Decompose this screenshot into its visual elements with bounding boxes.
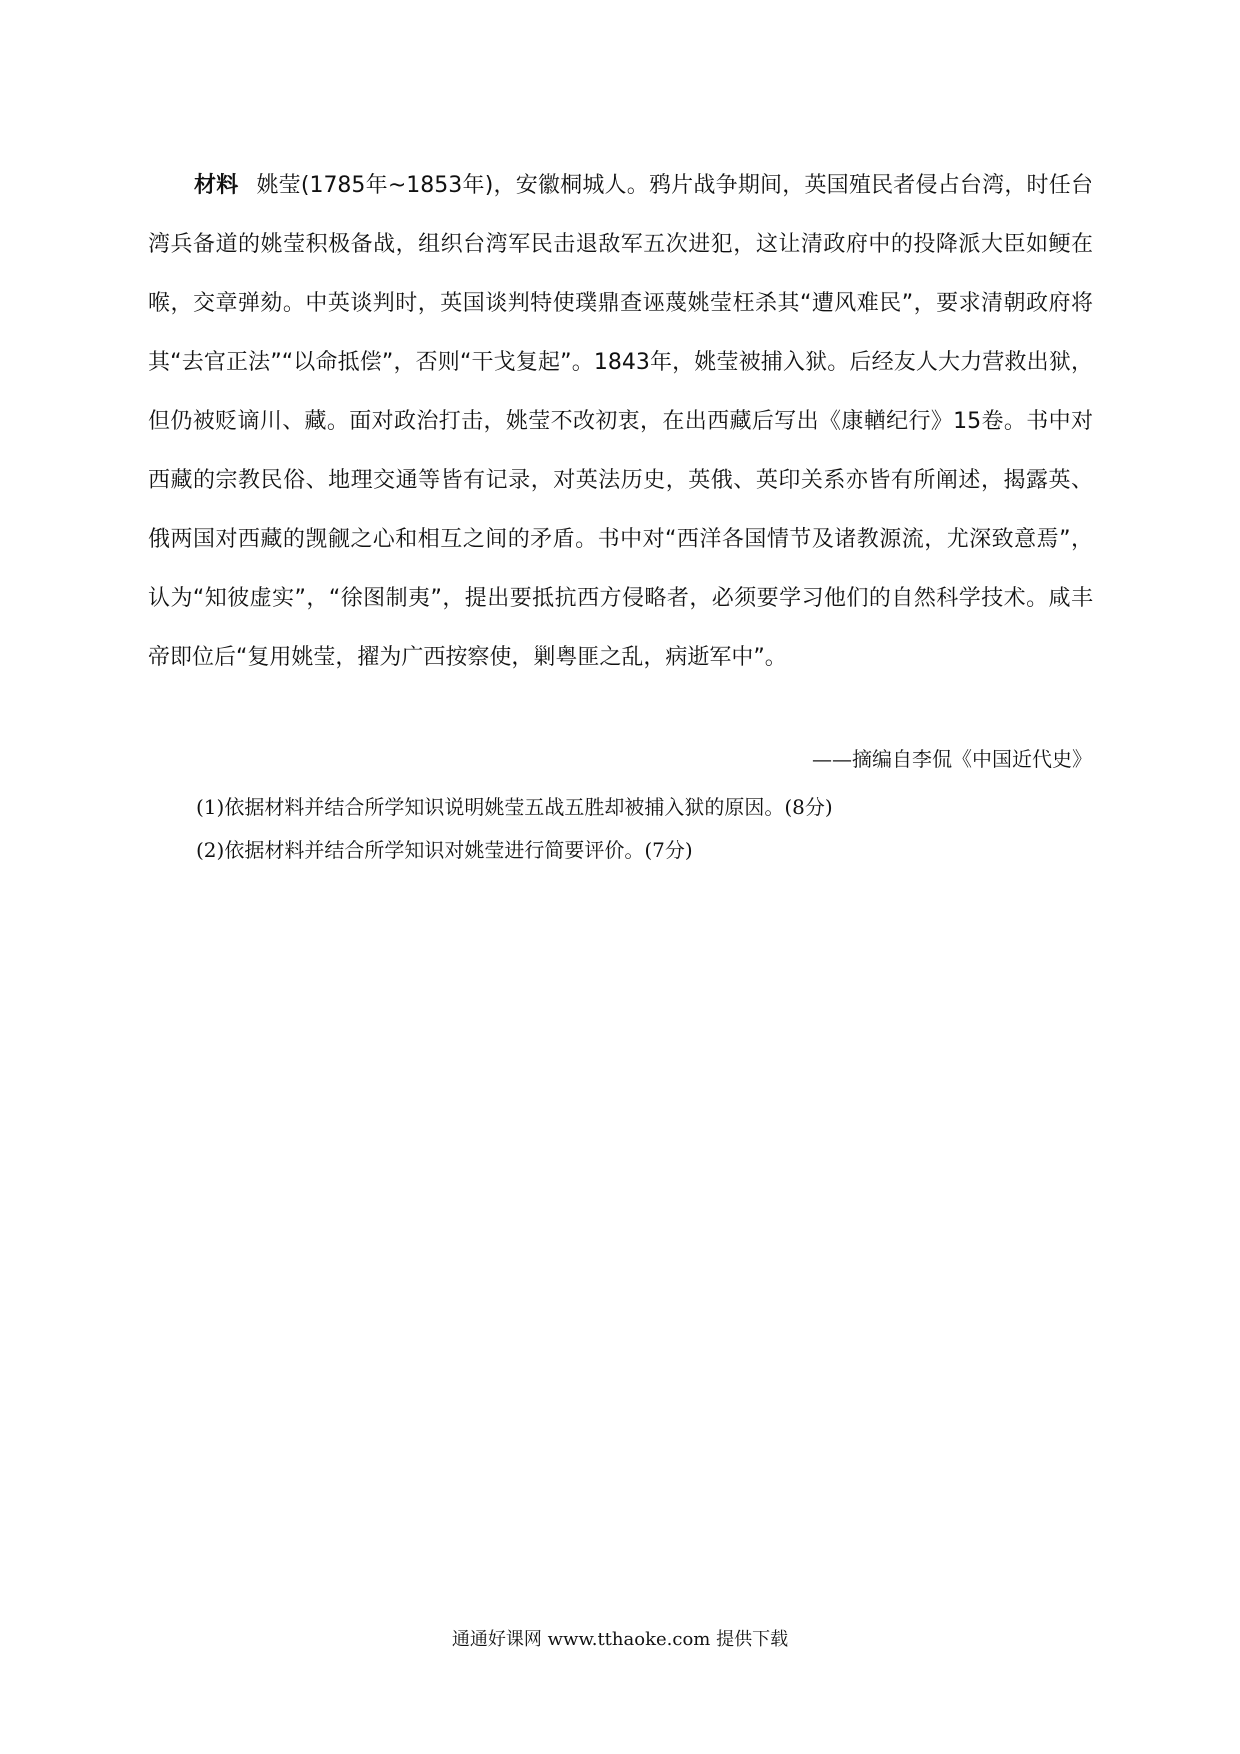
question-item: (1)依据材料并结合所学知识说明姚莹五战五胜却被捕入狱的原因。(8分) — [196, 795, 833, 819]
question-item: (2)依据材料并结合所学知识对姚莹进行简要评价。(7分) — [196, 838, 693, 862]
material-paragraph — [148, 156, 1093, 687]
page-footer: 通通好课网 www.tthaoke.com 提供下载 — [451, 1629, 789, 1650]
material-label: 材料 — [194, 173, 239, 198]
source-citation: ——摘编自李侃《中国近代史》 — [812, 747, 1092, 771]
material-text: 姚莹(1785年~1853年)，安徽桐城人。鸦片战争期间，英国殖民者侵占台湾，时任台湾兵备道的姚莹积极备战，组织台湾军民击退敌军五次进犯，这让清政府中的投降派大臣如鲠在喉，交章弹劾。中英谈判时，英国谈判特使璞鼎查诬蔑姚莹枉杀其“遭风难民”，要求清朝政府将其“去官正法”“以命抵偿”，否则“干戈复起”。1843年，姚莹被捕入狱。后经友人大力营救出狱，但仍被贬谪川、藏。面对政治打击，姚莹不改初衷，在出西藏后写出《康輶纪行》15卷。书中对西藏的宗教民俗、地理交通等皆有记录，对英法历史，英俄、英印关系亦皆有所阐述，揭露英、俄两国对西藏的觊觎之心和相互之间的矛盾。书中对“西洋各国情节及诸教源流，尤深致意焉”，认为“知彼虚实”，“徐图制夷”，提出要抵抗西方侵略者，必须要学习他们的自然科学技术。咸丰帝即位后“复用姚莹，擢为广西按察使，剿粤匪之乱，病逝军中”。 — [148, 173, 1093, 670]
question-list — [196, 792, 1096, 878]
